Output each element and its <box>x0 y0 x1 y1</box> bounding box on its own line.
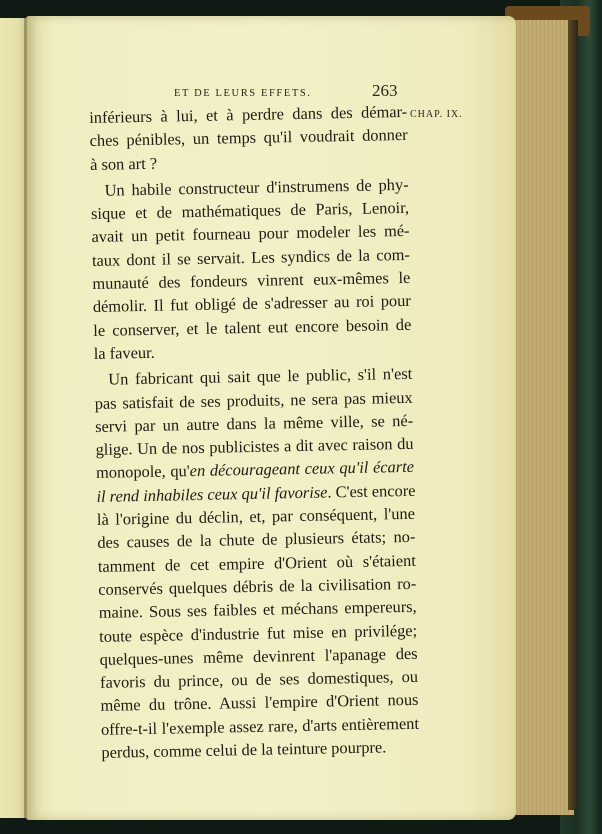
text-line: sique et de mathématiques de Paris, Lenoir, <box>90 198 410 224</box>
text-line: quelques-unes même devinrent l'apanage des <box>99 643 418 669</box>
gutter <box>24 18 27 818</box>
text-line: tamment de cet empire d'Orient où s'étaient <box>97 550 416 576</box>
text-line: même du trône. Aussi l'empire d'Orient nous <box>100 690 419 716</box>
running-title: ET DE LEURS EFFETS. <box>174 88 312 99</box>
text-line: pas satisfait de ses produits, ne sera pas mieux <box>94 387 413 413</box>
text-line: ches pénibles, un temps qu'il voudrait donner <box>89 125 408 151</box>
text-line: favoris du prince, ou de ses domestiques, ou <box>99 666 419 693</box>
page-number: 263 <box>372 81 398 100</box>
text-line: offre-t-il l'exemple assez rare, d'arts entièrement <box>100 713 420 739</box>
text-line: des causes de la chute de plusieurs états; no- <box>97 527 416 553</box>
italic-quote: il rend inhabiles ceux qu'il favorise <box>96 482 328 506</box>
text-line: maine. Sous ses faibles et méchans empereurs, <box>98 597 417 623</box>
text-line: inférieurs à lui, et à perdre dans des démar- <box>89 101 408 127</box>
text-segment: monopole, qu' <box>95 461 190 483</box>
text-line: avait un petit fourneau pour modeler les mé- <box>91 221 410 247</box>
text-line: là l'origine du déclin, et, par conséquent, l'une <box>96 503 416 529</box>
text-line: Un fabricant qui sait que le public, s'il n'est <box>108 364 413 389</box>
body-text <box>89 100 420 764</box>
text-segment: . C'est encore <box>327 480 416 502</box>
text-line: la faveur. <box>93 342 155 363</box>
text-line: glige. Un de nos publicistes a dit avec raison du <box>95 433 414 460</box>
text-line: Un habile constructeur d'instrumens de phy- <box>104 174 409 200</box>
text-line: conservés quelques débris de la civilisation ro- <box>98 573 417 599</box>
text-line: démolir. Il fut obligé de s'adresser au roi pour <box>92 291 411 317</box>
chapter-marker: CHAP. IX. <box>410 109 463 120</box>
text-line: toute espèce d'industrie fut mise en privilége; <box>98 620 418 646</box>
page-header <box>90 82 470 102</box>
text-line: taux dont il se servait. Les syndics de la com- <box>91 244 411 270</box>
text-line: servi par un autre dans la même ville, se né- <box>94 410 414 436</box>
text-line: perdus, comme celui de la teinture pourpre. <box>101 737 387 762</box>
page-edge-shadow <box>568 20 578 810</box>
italic-quote: en décourageant ceux qu'il écarte <box>189 457 415 481</box>
text-line: munauté des fondeurs vinrent eux-mêmes le <box>92 267 411 294</box>
page-fore-edge <box>510 20 574 815</box>
text-line: le conserver, et le talent eut encore besoin de <box>93 314 412 340</box>
text-line: à son art ? <box>89 153 158 174</box>
